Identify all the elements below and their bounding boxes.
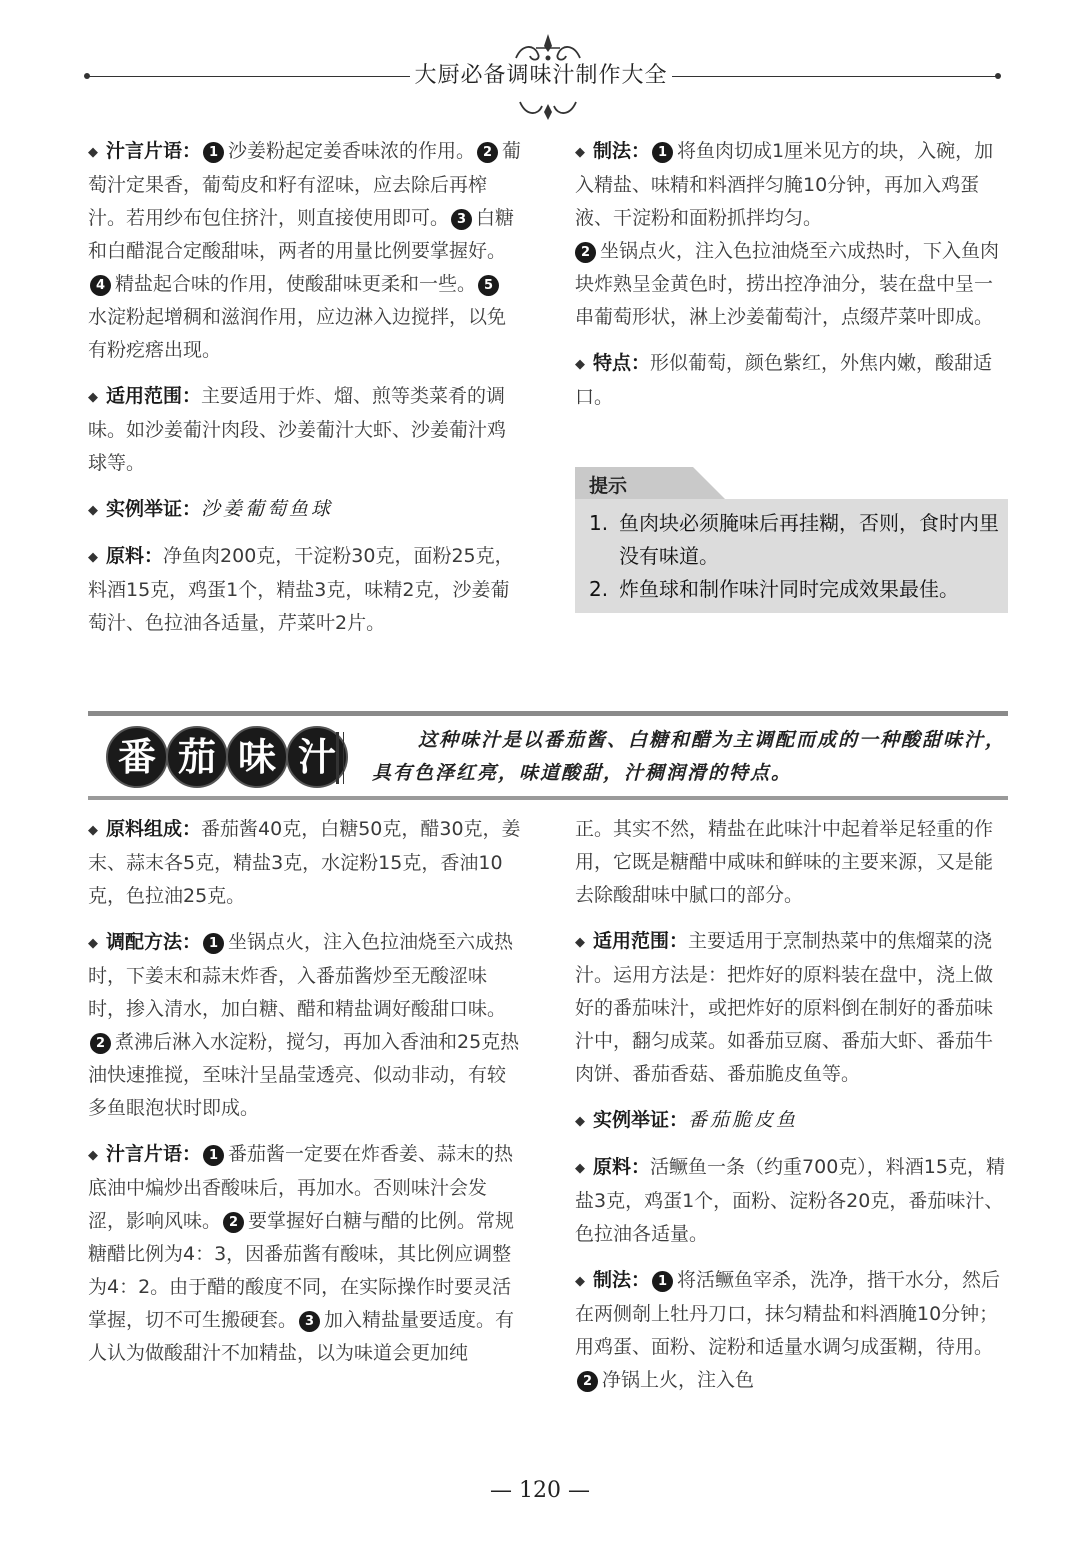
tip-text: 精盐起合味的作用，使酸甜味更柔和一些。 (115, 273, 477, 295)
section-label: 制法： (593, 1269, 651, 1291)
shili-paragraph (88, 493, 522, 527)
step-text: 煮沸后淋入水淀粉，搅匀，再加入香油和25克热油快速推搅，至味汁呈晶莹透亮、似动非动，有较多鱼眼泡状时即成。 (88, 1031, 520, 1119)
body-text: 正。其实不然，精盐在此味汁中起着举足轻重的作用，它既是糖醋中咸味和鲜味的主要来源，又是能去除酸甜味中腻口的部分。 (575, 818, 994, 906)
section-label: 实例举证： (593, 1109, 689, 1131)
section-label: 原料： (593, 1156, 651, 1178)
tip-item-text: 炸鱼球和制作味汁同时完成效果最佳。 (619, 577, 959, 601)
section-label: 制法： (593, 140, 651, 162)
diamond-bullet-icon: ◆ (575, 1161, 585, 1176)
step-text: 坐锅点火，注入色拉油烧至六成热时，下姜末和蒜末炸香，入番茄酱炒至无酸涩味时，掺入清水，加白糖、醋和精盐调好酸甜口味。 (88, 931, 514, 1020)
diamond-bullet-icon: ◆ (88, 823, 98, 838)
section-label: 实例举证： (106, 498, 202, 520)
yuanliao-paragraph (575, 1151, 1009, 1251)
top-left-column (88, 135, 522, 653)
tip-text: 要掌握好白糖与醋的比例。常规糖醋比例为4：3，因番茄酱有酸味，其比例应调整为4：2。由于醋的酸度不同，在实际操作时要灵活掌握，切不可生搬硬套。 (88, 1210, 515, 1331)
step-text: 将鱼肉切成1厘米见方的块，入碗，加入精盐、味精和料酒拌匀腌10分钟，再加入鸡蛋液、干淀粉和面粉抓拌均匀。 (575, 140, 994, 229)
diamond-bullet-icon: ◆ (88, 503, 98, 518)
section-band-top-rule (88, 711, 1008, 716)
fanwei-paragraph (88, 380, 522, 480)
step-number-badge: 1 (652, 142, 673, 163)
fanwei-paragraph (575, 925, 1009, 1091)
tip-text: 葡萄汁定果香，葡萄皮和籽有涩味，应去除后再榨汁。若用纱布包住挤汁，则直接使用即可。 (88, 140, 522, 229)
tip-list (589, 507, 999, 606)
tip-text: 加入精盐量要适度。有人认为做酸甜汁不加精盐，以为味道会更加纯 (88, 1309, 515, 1364)
diamond-bullet-icon: ◆ (88, 145, 98, 160)
ingredients-text: 活鳜鱼一条（约重700克），料酒15克，精盐3克，鸡蛋1个，面粉、淀粉各20克，番茄味汁、色拉油各适量。 (575, 1156, 1005, 1245)
section-divider-bar (336, 732, 339, 784)
zhiyan-paragraph (88, 135, 522, 367)
tip-item-number: 2. (589, 577, 609, 601)
step-number-badge: 1 (203, 933, 224, 954)
step-number-badge: 1 (203, 142, 224, 163)
bottom-right-column (575, 813, 1009, 1410)
tip-text: 沙姜粉起定姜香味浓的作用。 (228, 140, 476, 162)
section-label: 调配方法： (106, 931, 202, 953)
yuanliao-paragraph (88, 540, 522, 640)
diamond-bullet-icon: ◆ (575, 935, 585, 950)
body-text: 主要适用于炸、熘、煎等类菜肴的调味。如沙姜葡汁肉段、沙姜葡汁大虾、沙姜葡汁鸡球等。 (88, 385, 507, 474)
zhiyan-paragraph (88, 1138, 522, 1370)
tip-item-text: 鱼肉块必须腌味后再挂糊，否则，食时内里没有味道。 (619, 511, 999, 568)
bottom-left-column (88, 813, 522, 1383)
diamond-bullet-icon: ◆ (575, 1274, 585, 1289)
zhifa-paragraph (575, 135, 1009, 334)
diamond-bullet-icon: ◆ (575, 145, 585, 160)
header-rule-left (88, 76, 410, 77)
tip-text: 白糖和白醋混合定酸甜味，两者的用量比例要掌握好。 (88, 207, 515, 262)
section-band-bottom-rule (88, 796, 1008, 800)
step-number-badge: 1 (203, 1145, 224, 1166)
section-divider-bar-thin (343, 732, 344, 784)
tip-item (589, 573, 999, 606)
ornament-bottom-icon (508, 96, 588, 124)
step-number-badge: 4 (90, 275, 111, 296)
step-text: 净锅上火，注入色 (602, 1369, 755, 1391)
diamond-bullet-icon: ◆ (575, 1114, 585, 1129)
tip-item-number: 1. (589, 511, 609, 535)
book-title: 大厨必备调味汁制作大全 (414, 63, 668, 88)
header-rule-dot-right (995, 73, 1001, 79)
tip-tab-slant (693, 467, 725, 499)
step-number-badge: 2 (577, 1371, 598, 1392)
page-number: — 120 — (490, 1478, 590, 1503)
tip-box (575, 467, 1008, 613)
step-number-badge: 2 (223, 1212, 244, 1233)
section-title-char: 茄 (166, 726, 228, 788)
step-number-badge: 2 (90, 1033, 111, 1054)
diamond-bullet-icon: ◆ (88, 1148, 98, 1163)
step-number-badge: 1 (652, 1271, 673, 1292)
recipe-name: 沙姜葡萄鱼球 (201, 498, 334, 520)
continued-paragraph (575, 813, 1009, 912)
section-label: 特点： (593, 352, 651, 374)
tedian-paragraph (575, 347, 1009, 414)
diamond-bullet-icon: ◆ (88, 390, 98, 405)
step-text: 将活鳜鱼宰杀，洗净，揩干水分，然后在两侧剞上牡丹刀口，抹匀精盐和料酒腌10分钟；用鸡蛋、面粉、淀粉和适量水调匀成蛋糊，待用。 (575, 1269, 1001, 1358)
step-number-badge: 3 (451, 209, 472, 230)
step-number-badge: 2 (477, 142, 498, 163)
recipe-name: 番茄脆皮鱼 (688, 1109, 799, 1131)
step-number-badge: 2 (575, 242, 596, 263)
section-title-badge (106, 726, 346, 788)
tip-text: 水淀粉起增稠和滋润作用，应边淋入边搅拌，以免有粉疙瘩出现。 (88, 306, 507, 361)
header-rule-right (672, 76, 998, 77)
section-label: 适用范围： (106, 385, 202, 407)
step-text: 坐锅点火，注入色拉油烧至六成热时，下入鱼肉块炸熟呈金黄色时，捞出控净油分，装在盘中呈一串葡萄形状，淋上沙姜葡萄汁，点缀芹菜叶即成。 (575, 240, 1000, 328)
tip-text: 番茄酱一定要在炸香姜、蒜末的热底油中煸炒出香酸味后，再加水。否则味汁会发涩，影响风味。 (88, 1143, 514, 1232)
zucheng-paragraph (88, 813, 522, 913)
shili-paragraph (575, 1104, 1009, 1138)
section-label: 汁言片语： (106, 140, 202, 162)
section-label: 原料组成： (106, 818, 202, 840)
zhifa-paragraph (575, 1264, 1009, 1397)
section-title-char: 汁 (286, 726, 348, 788)
section-title-char: 番 (106, 726, 168, 788)
section-label: 原料： (106, 545, 164, 567)
tip-box-header (575, 467, 1008, 499)
step-number-badge: 5 (478, 275, 499, 296)
body-text: 形似葡萄，颜色紫红，外焦内嫩，酸甜适口。 (575, 352, 993, 408)
step-number-badge: 3 (299, 1311, 320, 1332)
running-header (0, 24, 1080, 124)
ingredients-text: 净鱼肉200克，干淀粉30克，面粉25克，料酒15克，鸡蛋1个，精盐3克，味精2克，沙姜葡萄汁、色拉油各适量，芹菜叶2片。 (88, 545, 514, 634)
diamond-bullet-icon: ◆ (88, 936, 98, 951)
section-title-char: 味 (226, 726, 288, 788)
tip-item (589, 507, 999, 573)
tip-label: 提示 (589, 475, 628, 497)
body-text: 主要适用于烹制热菜中的焦熘菜的浇汁。运用方法是：把炸好的原料装在盘中，浇上做好的番茄味汁，或把炸好的原料倒在制好的番茄味汁中，翻匀成菜。如番茄豆腐、番茄大虾、番茄牛肉饼、番茄香菇、番茄脆皮鱼等。 (575, 930, 994, 1085)
section-label: 适用范围： (593, 930, 689, 952)
top-right-column (575, 135, 1009, 427)
diamond-bullet-icon: ◆ (88, 550, 98, 565)
diamond-bullet-icon: ◆ (575, 357, 585, 372)
tiaopei-paragraph (88, 926, 522, 1125)
section-label: 汁言片语： (106, 1143, 202, 1165)
ingredients-text: 番茄酱40克，白糖50克，醋30克，姜末、蒜末各5克，精盐3克，水淀粉15克，香油10克，色拉油25克。 (88, 818, 521, 907)
section-intro: 这种味汁是以番茄酱、白糖和醋为主调配而成的一种酸甜味汁，具有色泽红亮，味道酸甜，汁稠润滑的特点。 (372, 729, 1007, 784)
